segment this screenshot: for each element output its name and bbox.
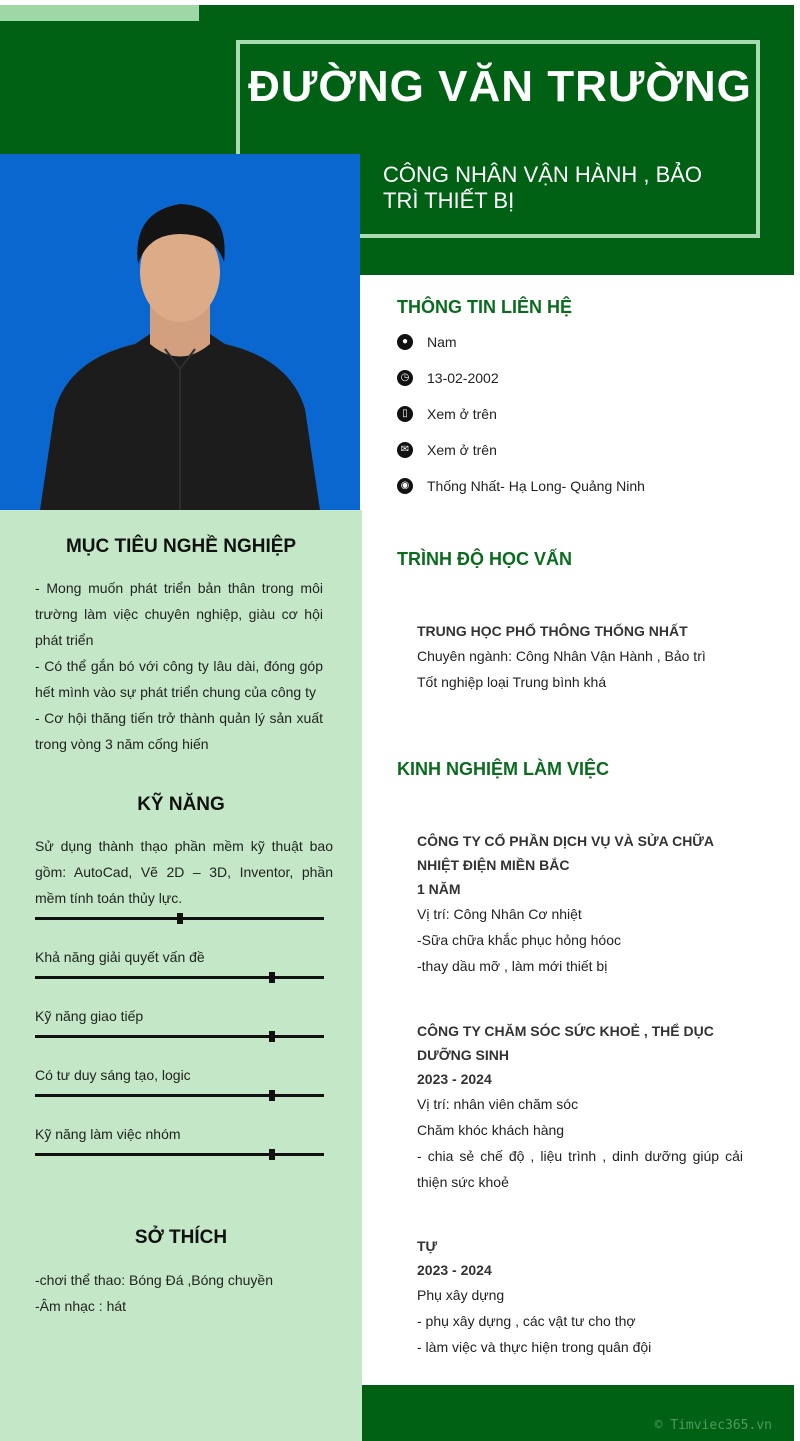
skill-label: Kỹ năng làm việc nhóm — [35, 1126, 181, 1142]
objective-text — [35, 575, 323, 757]
objective-line: - Mong muốn phát triển bản thân trong môi trường làm việc chuyên nghiệp, giàu cơ hội phát triển — [35, 580, 323, 648]
job-period: 2023 - 2024 — [417, 1071, 492, 1087]
contact-phone — [397, 404, 497, 424]
hobby-line: -chơi thể thao: Bóng Đá ,Bóng chuyền — [35, 1272, 273, 1288]
hobby-line: -Âm nhạc : hát — [35, 1298, 127, 1314]
skill-label: Kỹ năng giao tiếp — [35, 1008, 144, 1024]
hobbies-text — [35, 1267, 323, 1319]
skill-bar — [35, 976, 324, 979]
skill-label: Khả năng giải quyết vấn đề — [35, 949, 205, 965]
candidate-name: ĐƯỜNG VĂN TRƯỜNG — [248, 62, 752, 111]
skill-bar-knob — [269, 1090, 275, 1101]
job-line: -Sữa chữa khắc phục hỏng hóoc — [417, 932, 621, 948]
job-title: CÔNG NHÂN VẬN HÀNH , BẢO TRÌ THIẾT BỊ — [383, 162, 703, 213]
education-result: Tốt nghiệp loại Trung bình khá — [417, 674, 607, 690]
job-company: CÔNG TY CHĂM SÓC SỨC KHOẺ , THỂ DỤC DƯỠNG SINH — [417, 1023, 714, 1063]
skill-bar — [35, 1153, 324, 1156]
watermark: © Timviec365.vn — [654, 1418, 772, 1433]
contact-value: Nam — [427, 334, 457, 350]
contact-heading: THÔNG TIN LIÊN HỆ — [397, 297, 572, 317]
experience-heading: KINH NGHIỆM LÀM VIỆC — [397, 759, 610, 779]
skill-bar-knob — [177, 913, 183, 924]
skill-bar — [35, 1035, 324, 1038]
contact-value: Xem ở trên — [427, 442, 497, 458]
skill-bar — [35, 917, 324, 920]
contact-address — [397, 476, 645, 496]
contact-value: Xem ở trên — [427, 406, 497, 422]
phone-icon: ▯ — [397, 406, 413, 422]
job-line: Vị trí: Công Nhân Cơ nhiệt — [417, 906, 582, 922]
job-line: -thay dầu mỡ , làm mới thiết bị — [417, 958, 608, 974]
job-line: - làm việc và thực hiện trong quân đội — [417, 1339, 652, 1355]
objective-heading: MỤC TIÊU NGHỀ NGHIỆP — [65, 536, 297, 557]
profile-photo — [0, 154, 360, 510]
contact-value: 13-02-2002 — [427, 370, 499, 386]
location-icon: ◉ — [397, 478, 413, 494]
skill-bar-knob — [269, 1031, 275, 1042]
skill-bar-knob — [269, 972, 275, 983]
contact-email — [397, 440, 497, 460]
job-company: TỰ — [417, 1238, 438, 1254]
skill-label: Có tư duy sáng tạo, logic — [35, 1067, 191, 1083]
objective-line: - Cơ hội thăng tiến trở thành quản lý sản xuất trong vòng 3 năm cống hiến — [35, 710, 323, 752]
job-line: Phụ xây dựng — [417, 1287, 505, 1303]
job-period: 1 NĂM — [417, 881, 461, 897]
job-line: - phụ xây dựng , các vật tư cho thợ — [417, 1313, 636, 1329]
skill-label: Sử dụng thành thạo phần mềm kỹ thuật bao gồm: AutoCad, Vẽ 2D – 3D, Inventor, phần mềm tính toán thủy lực. — [35, 838, 333, 906]
job-period: 2023 - 2024 — [417, 1262, 492, 1278]
skills-heading: KỸ NĂNG — [137, 794, 225, 815]
hobbies-heading: SỞ THÍCH — [134, 1227, 228, 1248]
job-line: Vị trí: nhân viên chăm sóc — [417, 1096, 579, 1112]
job-line: - chia sẻ chế độ , liệu trình , dinh dưỡng giúp cải thiện sức khoẻ — [417, 1148, 743, 1190]
job-line: Chăm khóc khách hàng — [417, 1122, 565, 1138]
email-icon: ✉ — [397, 442, 413, 458]
contact-birthdate — [397, 368, 499, 388]
skill-bar — [35, 1094, 324, 1097]
contact-value: Thống Nhất- Hạ Long- Quảng Ninh — [427, 478, 645, 494]
skill-bar-knob — [269, 1149, 275, 1160]
education-school: TRUNG HỌC PHỔ THÔNG THỐNG NHẤT — [417, 623, 688, 639]
user-icon: ● — [397, 334, 413, 350]
contact-gender — [397, 332, 457, 352]
objective-line: - Có thể gắn bó với công ty lâu dài, đóng góp hết mình vào sự phát triển chung của công ty — [35, 658, 323, 700]
job-company: CÔNG TY CỔ PHẦN DỊCH VỤ VÀ SỬA CHỮA NHIỆT ĐIỆN MIỀN BẮC — [417, 833, 714, 873]
education-heading: TRÌNH ĐỘ HỌC VẤN — [397, 549, 572, 569]
person-silhouette — [0, 154, 360, 510]
header-accent-strip — [0, 5, 199, 21]
education-major: Chuyên ngành: Công Nhân Vận Hành , Bảo trì — [417, 648, 706, 664]
clock-icon: ◷ — [397, 370, 413, 386]
